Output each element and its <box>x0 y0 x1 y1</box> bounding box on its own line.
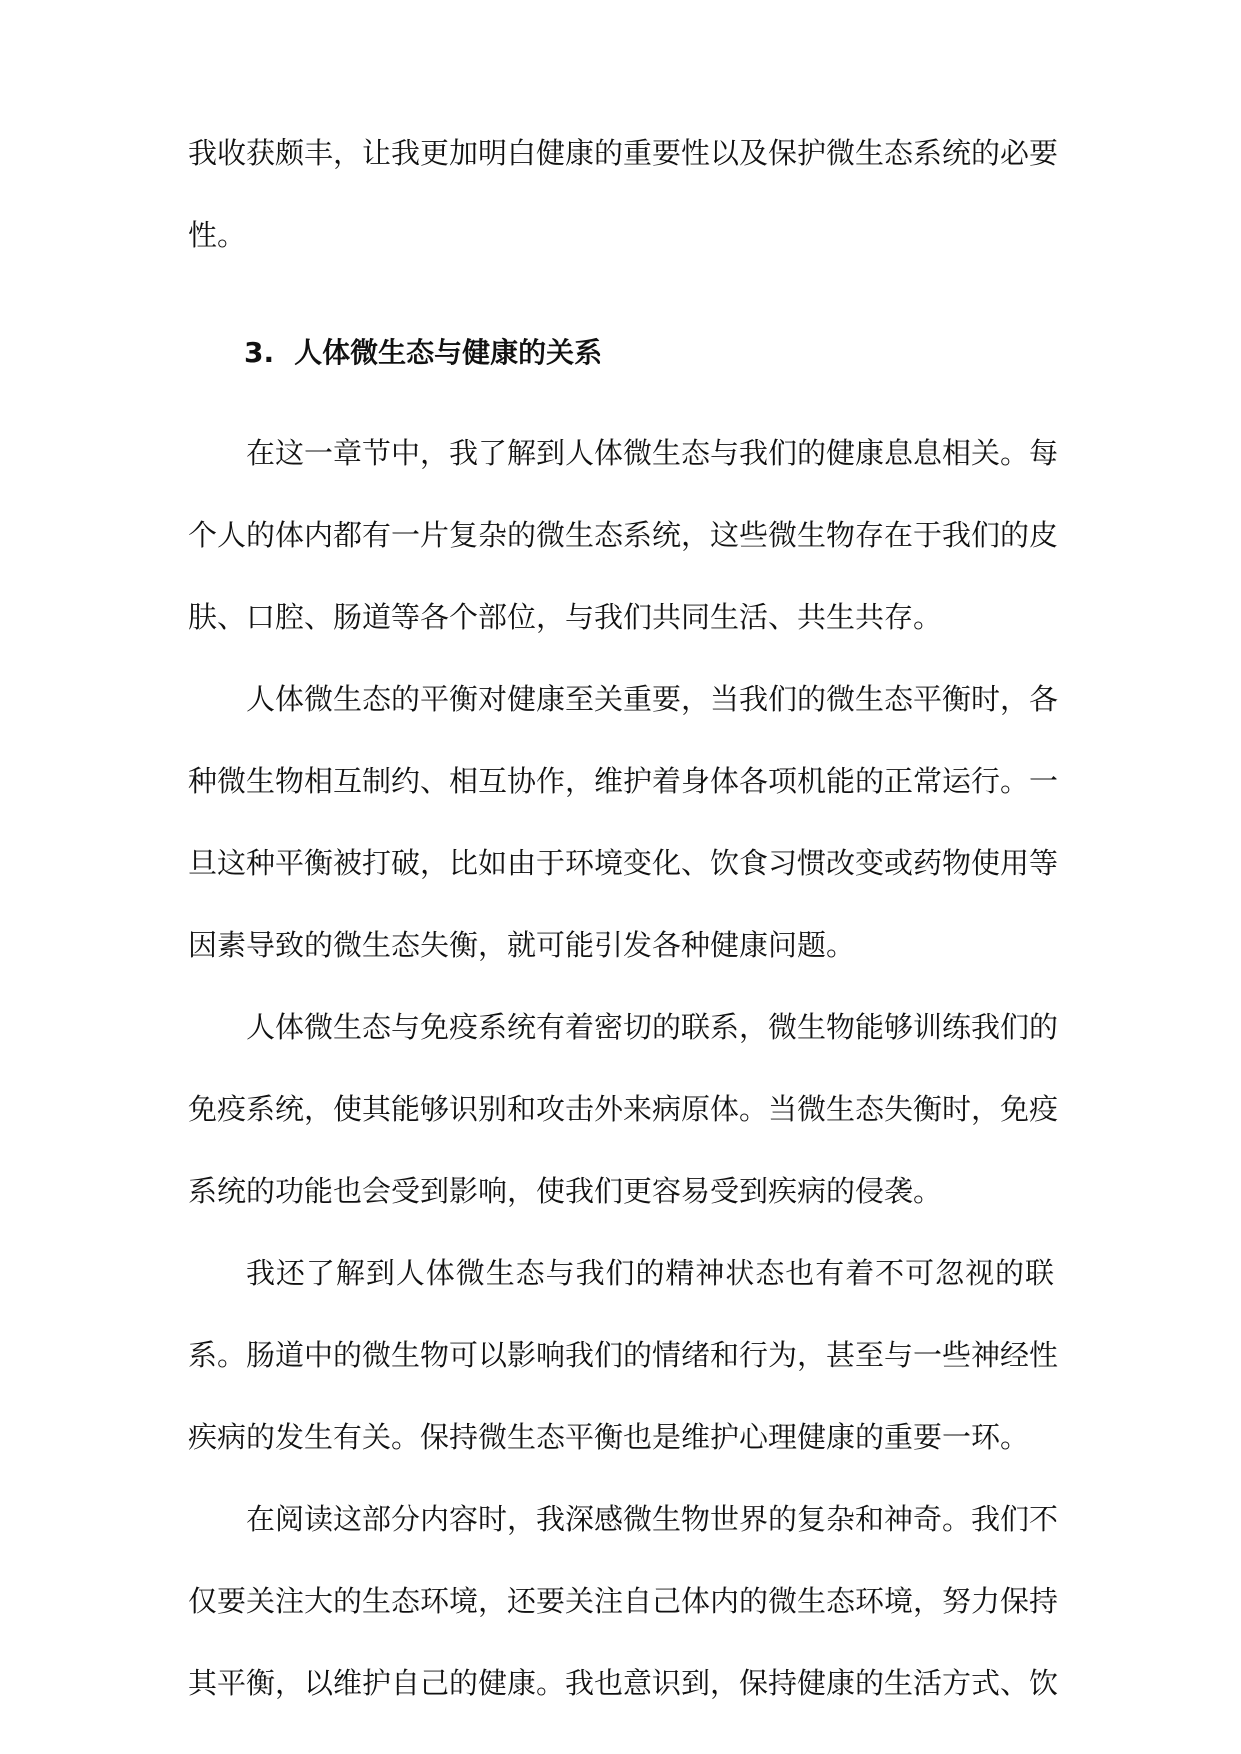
paragraph-4 <box>188 1232 1059 1478</box>
paragraph-line: 在这一章节中，我了解到人体微生态与我们的健康息息相关。每 <box>246 436 1059 470</box>
paragraph-line: 旦这种平衡被打破，比如由于环境变化、饮食习惯改变或药物使用等 <box>188 846 1059 880</box>
top-paragraph <box>188 112 1059 276</box>
paragraph-1 <box>188 412 1059 658</box>
paragraph-line: 我还了解到人体微生态与我们的精神状态也有着不可忽视的联 <box>246 1256 1054 1290</box>
paragraph-2 <box>188 658 1059 986</box>
paragraph-line: 个人的体内都有一片复杂的微生态系统，这些微生物存在于我们的皮 <box>188 518 1059 552</box>
paragraph-line: 人体微生态的平衡对健康至关重要，当我们的微生态平衡时，各 <box>246 682 1059 716</box>
paragraph-line: 在阅读这部分内容时，我深感微生物世界的复杂和神奇。我们不 <box>246 1502 1059 1536</box>
paragraph-3 <box>188 986 1059 1232</box>
section-heading <box>244 328 602 378</box>
paragraph-line: 肤、口腔、肠道等各个部位，与我们共同生活、共生共存。 <box>188 600 943 634</box>
section-number: 3. <box>244 336 275 369</box>
paragraph-5 <box>188 1478 1059 1724</box>
paragraph-line: 种微生物相互制约、相互协作，维护着身体各项机能的正常运行。一 <box>188 764 1059 798</box>
section-title: 人体微生态与健康的关系 <box>294 336 603 369</box>
paragraph-line: 其平衡，以维护自己的健康。我也意识到，保持健康的生活方式、饮 <box>188 1666 1059 1700</box>
paragraph-line: 疾病的发生有关。保持微生态平衡也是维护心理健康的重要一环。 <box>188 1420 1030 1454</box>
paragraph-line: 免疫系统，使其能够识别和攻击外来病原体。当微生态失衡时，免疫 <box>188 1092 1059 1126</box>
paragraph-line: 性。 <box>188 218 247 252</box>
paragraph-line: 人体微生态与免疫系统有着密切的联系，微生物能够训练我们的 <box>246 1010 1059 1044</box>
paragraph-line: 因素导致的微生态失衡，就可能引发各种健康问题。 <box>188 928 856 962</box>
paragraph-line: 系。肠道中的微生物可以影响我们的情绪和行为，甚至与一些神经性 <box>188 1338 1059 1372</box>
paragraph-line: 仅要关注大的生态环境，还要关注自己体内的微生态环境，努力保持 <box>188 1584 1059 1618</box>
paragraph-line: 系统的功能也会受到影响，使我们更容易受到疾病的侵袭。 <box>188 1174 943 1208</box>
paragraph-line: 我收获颇丰，让我更加明白健康的重要性以及保护微生态系统的必要 <box>188 136 1059 170</box>
